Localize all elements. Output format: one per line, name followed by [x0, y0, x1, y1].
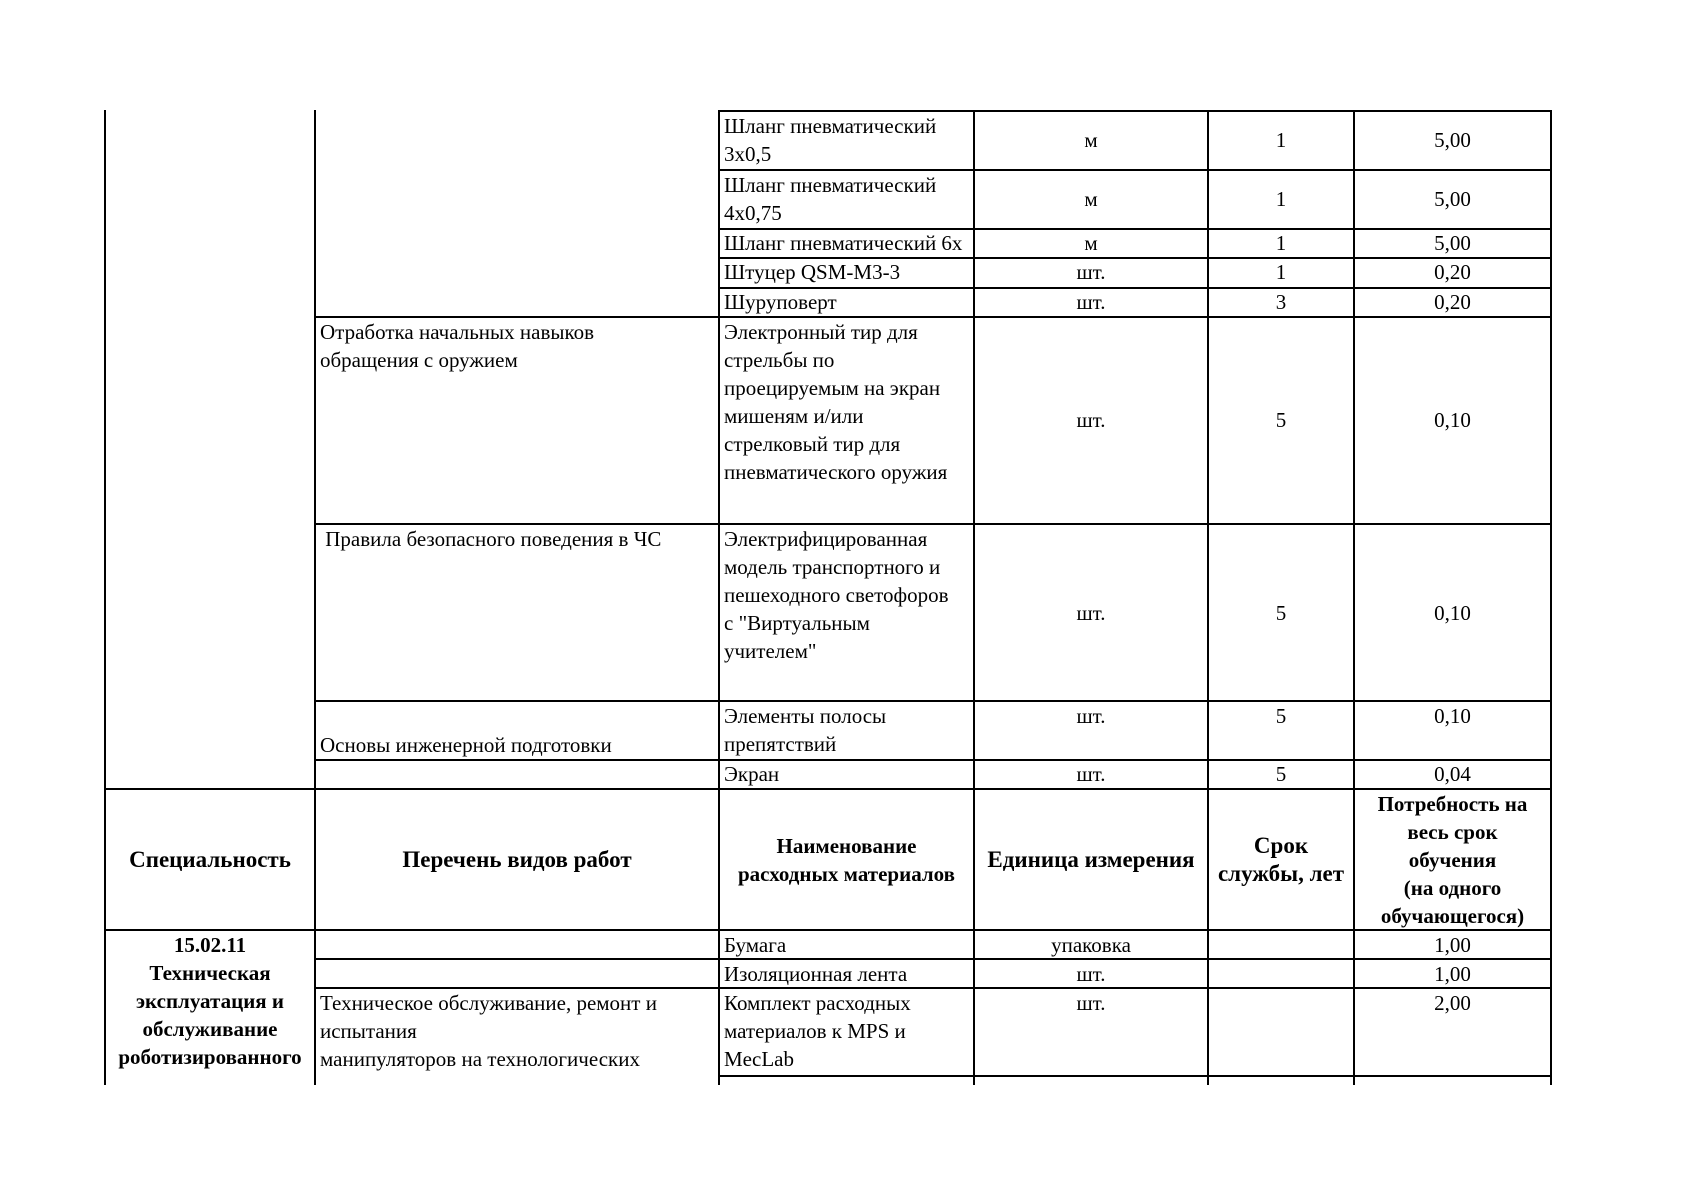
- service-life-cell: 5: [1275, 762, 1287, 786]
- material-name-line: Шланг пневматический: [724, 114, 937, 138]
- material-name-line: пешеходного светофоров: [724, 583, 949, 607]
- unit-cell: шт.: [1076, 290, 1106, 314]
- header-works: [316, 790, 718, 929]
- work-type-line: Техническое обслуживание, ремонт и: [320, 991, 657, 1015]
- material-name-line: Электронный тир для: [724, 320, 918, 344]
- need-cell: 0,04: [1434, 762, 1471, 786]
- work-type-cell: Правила безопасного поведения в ЧС: [320, 527, 662, 551]
- work-type-cell: [316, 989, 718, 1073]
- header-label-line: расходных материалов: [737, 861, 955, 886]
- header-service-life: [1209, 790, 1353, 929]
- need-cell: 0,20: [1434, 260, 1471, 284]
- unit-cell: шт.: [1076, 260, 1106, 284]
- need-cell: 0,10: [1434, 704, 1471, 728]
- service-life-cell: 3: [1275, 290, 1287, 314]
- specialty-name-line: роботизированного: [118, 1045, 302, 1069]
- grid-line: [314, 110, 316, 1085]
- unit-cell: шт.: [1076, 408, 1106, 432]
- header-unit: [975, 790, 1207, 929]
- material-name-line: материалов к MPS и: [724, 1019, 906, 1043]
- specialty-name-line: эксплуатация и: [135, 989, 284, 1013]
- header-label-line: Срок: [1253, 832, 1309, 858]
- material-name-line: Комплект расходных: [724, 991, 911, 1015]
- unit-cell: шт.: [1076, 762, 1106, 786]
- service-life-cell: 5: [1275, 601, 1287, 625]
- specialty-name-line: обслуживание: [142, 1017, 278, 1041]
- material-name-line: стрельбы по: [724, 348, 835, 372]
- need-cell: 1,00: [1434, 933, 1471, 957]
- header-label: Перечень видов работ: [402, 846, 632, 872]
- work-type-cell: [316, 318, 716, 374]
- material-name-cell: Шланг пневматический 6х: [724, 231, 963, 255]
- material-name-cell: Бумага: [724, 933, 787, 957]
- header-label: Специальность: [129, 846, 291, 872]
- material-name-line: Электрифицированная: [724, 527, 928, 551]
- unit-cell: м: [1084, 128, 1098, 152]
- material-name-cell: Экран: [724, 762, 780, 786]
- unit-cell: шт.: [1076, 962, 1106, 986]
- service-life-cell: 1: [1275, 231, 1287, 255]
- material-name-line: стрелковый тир для: [724, 432, 901, 456]
- work-type-line: Отработка начальных навыков: [320, 320, 595, 344]
- unit-cell: м: [1084, 187, 1098, 211]
- work-type-line: манипуляторов на технологических: [320, 1047, 640, 1071]
- work-type-line: испытания: [320, 1019, 417, 1043]
- material-name-cell: [720, 702, 972, 758]
- header-specialty: [106, 790, 314, 929]
- table-row-material-name: [720, 112, 970, 168]
- need-cell: 5,00: [1434, 128, 1471, 152]
- header-need: [1355, 790, 1550, 929]
- service-life-cell: 1: [1275, 128, 1287, 152]
- need-cell: 2,00: [1434, 991, 1471, 1015]
- material-name-line: Шланг пневматический: [724, 173, 937, 197]
- material-name-cell: Шуруповерт: [724, 290, 837, 314]
- unit-cell: шт.: [1076, 704, 1106, 728]
- work-type-line: обращения с оружием: [320, 348, 518, 372]
- header-label-line: обучения: [1408, 847, 1497, 872]
- need-cell: 0,20: [1434, 290, 1471, 314]
- grid-line: [718, 1075, 1552, 1077]
- material-name-line: препятствий: [724, 732, 837, 756]
- need-cell: 0,10: [1434, 601, 1471, 625]
- unit-cell: м: [1084, 231, 1098, 255]
- work-type-cell: Основы инженерной подготовки: [320, 733, 612, 757]
- service-life-cell: 5: [1275, 704, 1287, 728]
- specialty-cell: [106, 931, 314, 1071]
- material-name-line: с "Виртуальным: [724, 611, 870, 635]
- header-label-line: Потребность на: [1377, 791, 1528, 816]
- material-name-line: учителем": [724, 639, 817, 663]
- header-label-line: Наименование: [776, 833, 917, 858]
- unit-cell: шт.: [1076, 991, 1106, 1015]
- need-cell: 5,00: [1434, 231, 1471, 255]
- material-name-line: 3х0,5: [724, 142, 772, 166]
- service-life-cell: 1: [1275, 187, 1287, 211]
- need-cell: 1,00: [1434, 962, 1471, 986]
- material-name-line: мишеням и/или: [724, 404, 864, 428]
- material-name-cell: Изоляционная лента: [724, 962, 908, 986]
- material-name-cell: [720, 525, 972, 665]
- header-materials: [720, 790, 973, 929]
- material-name-line: пневматического оружия: [724, 460, 948, 484]
- header-label-line: весь срок: [1407, 819, 1498, 844]
- specialty-code: 15.02.11: [173, 933, 247, 957]
- service-life-cell: 1: [1275, 260, 1287, 284]
- material-name-cell: [720, 318, 972, 486]
- need-cell: 5,00: [1434, 187, 1471, 211]
- need-cell: 0,10: [1434, 408, 1471, 432]
- unit-cell: упаковка: [1051, 933, 1131, 957]
- header-label-line: (на одного: [1403, 875, 1502, 900]
- material-name-line: 4х0,75: [724, 201, 782, 225]
- material-name-cell: [720, 989, 972, 1073]
- header-label: Единица измерения: [987, 846, 1195, 872]
- material-name-cell: Штуцер QSM-M3-3: [724, 260, 901, 284]
- material-name-line: модель транспортного и: [724, 555, 941, 579]
- header-label-line: обучающегося): [1380, 903, 1525, 928]
- material-name-line: MecLab: [724, 1047, 794, 1071]
- header-label-line: службы, лет: [1217, 860, 1345, 886]
- table-row-material-name: [720, 171, 970, 227]
- material-name-line: проецируемым на экран: [724, 376, 941, 400]
- unit-cell: шт.: [1076, 601, 1106, 625]
- service-life-cell: 5: [1275, 408, 1287, 432]
- specialty-name-line: Техническая: [149, 961, 271, 985]
- material-name-line: Элементы полосы: [724, 704, 887, 728]
